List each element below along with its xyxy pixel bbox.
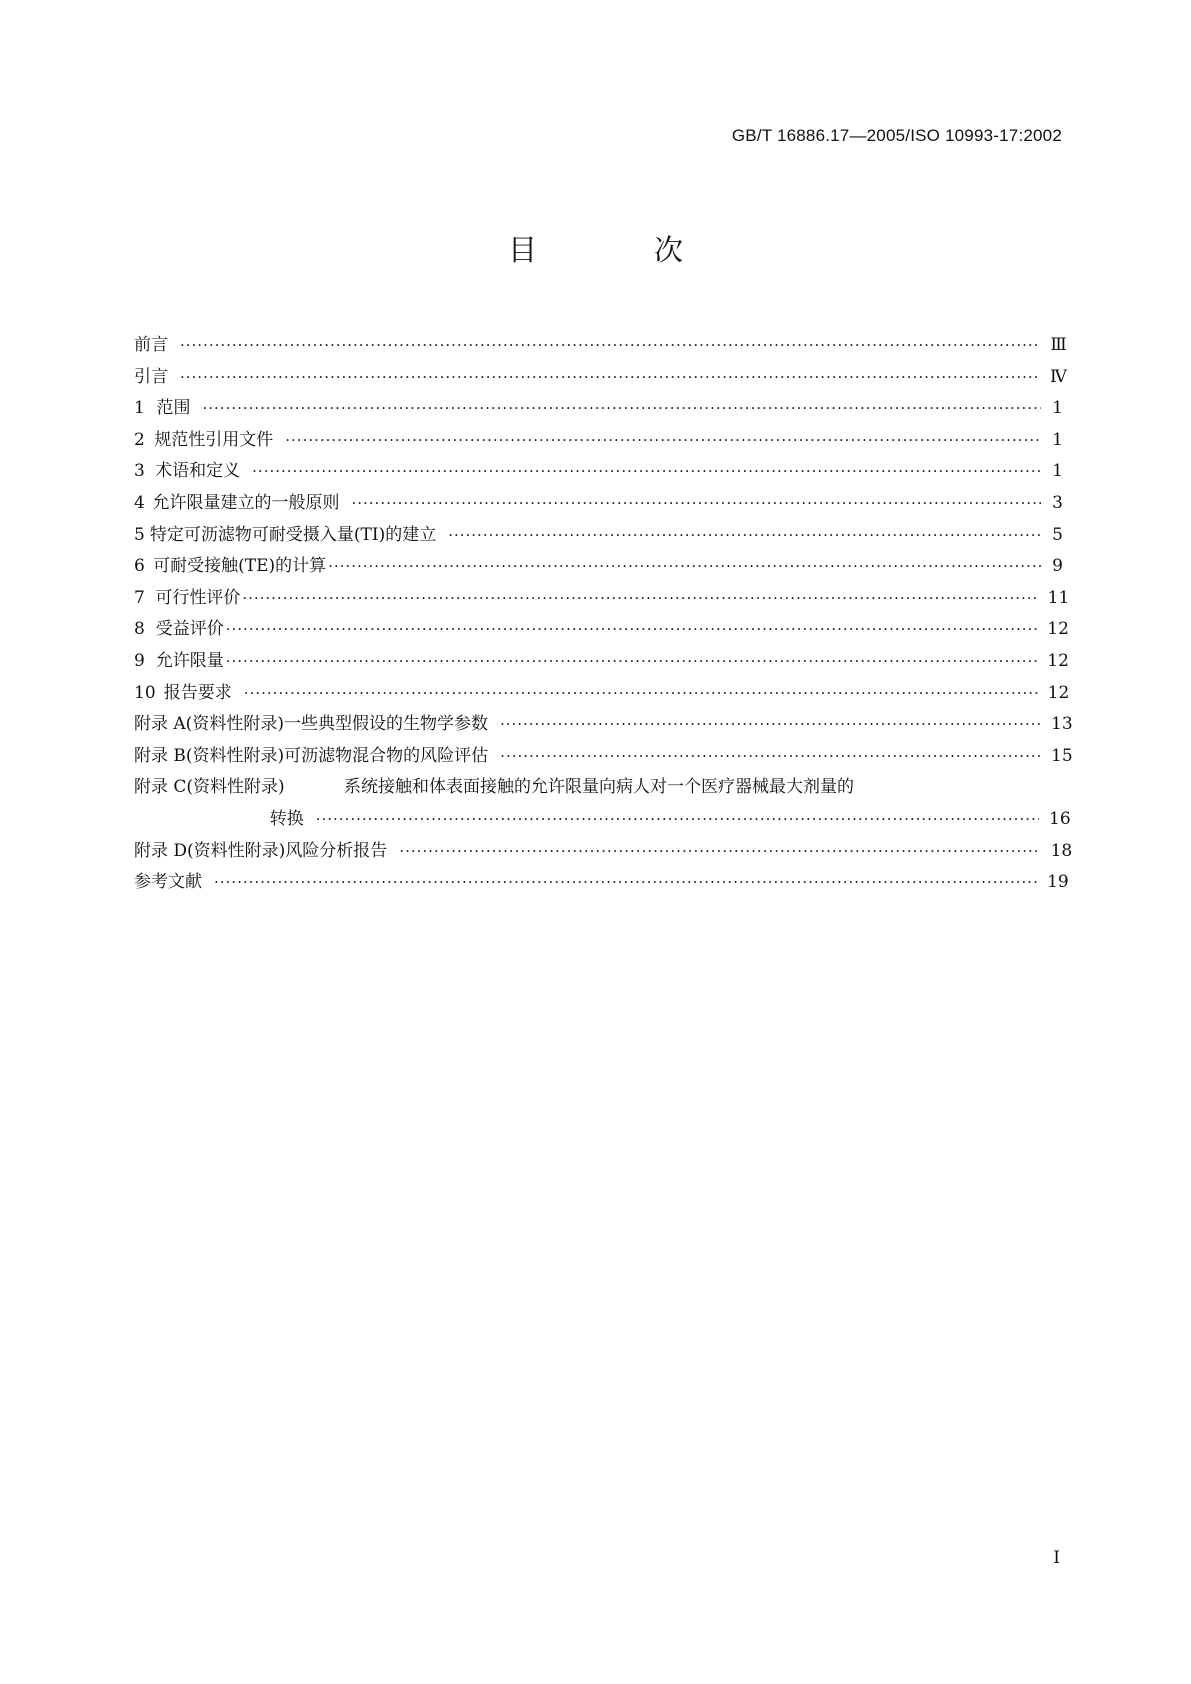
annex-prefix: 附录 B(资料性附录) bbox=[134, 745, 285, 766]
toc-entry-annex-c-continued[interactable] bbox=[134, 804, 1071, 836]
toc-entry-page: 3 bbox=[1052, 492, 1063, 513]
toc-entry-label: 受益评价 bbox=[155, 619, 224, 640]
toc-entry-label: 风险分析报告 bbox=[285, 840, 388, 861]
dot-leader bbox=[242, 589, 1037, 607]
dot-leader bbox=[316, 810, 1039, 828]
toc-entry-bibliography[interactable] bbox=[134, 867, 1069, 899]
toc-entry-number: 8 bbox=[134, 619, 145, 640]
toc-entry-number: 10 bbox=[134, 682, 156, 703]
toc-entry-number: 1 bbox=[134, 398, 145, 419]
toc-entry-2[interactable] bbox=[134, 425, 1063, 457]
toc-entry-number: 2 bbox=[134, 429, 145, 450]
toc-entry-page: 13 bbox=[1051, 714, 1073, 735]
annex-prefix: 附录 C(资料性附录) bbox=[134, 777, 285, 798]
dot-leader bbox=[214, 873, 1037, 891]
toc-entry-label: 特定可沥滤物可耐受摄入量(TI)的建立 bbox=[149, 524, 437, 545]
toc-entry-label: 可沥滤物混合物的风险评估 bbox=[284, 745, 489, 766]
toc-entry-number: 3 bbox=[134, 461, 145, 482]
toc-entry-page: 19 bbox=[1047, 872, 1069, 893]
toc-entry-4[interactable] bbox=[134, 488, 1063, 520]
toc-entry-page: 1 bbox=[1052, 429, 1063, 450]
toc-title: 目 次 bbox=[507, 233, 727, 267]
toc-entry-page: 16 bbox=[1049, 808, 1071, 829]
dot-leader bbox=[180, 336, 1040, 354]
toc-entry-label: 规范性引用文件 bbox=[154, 429, 274, 450]
toc-entry-page: 12 bbox=[1047, 650, 1069, 671]
dot-leader bbox=[202, 399, 1041, 417]
toc-entry-page: 11 bbox=[1047, 587, 1070, 608]
toc-entry-annex-a[interactable] bbox=[134, 709, 1073, 741]
dot-leader bbox=[351, 494, 1041, 512]
toc-entry-foreword[interactable] bbox=[134, 330, 1067, 362]
toc-entry-label: 范围 bbox=[156, 398, 191, 419]
dot-leader bbox=[226, 620, 1038, 638]
annex-prefix: 附录 A(资料性附录) bbox=[134, 714, 284, 735]
toc-entry-page: 1 bbox=[1052, 461, 1063, 482]
toc-entry-1[interactable] bbox=[134, 393, 1063, 425]
toc-entry-label-continuation: 转换 bbox=[269, 808, 304, 829]
dot-leader bbox=[180, 368, 1040, 386]
toc-entry-number: 9 bbox=[134, 650, 145, 671]
toc-entry-label: 允许限量建立的一般原则 bbox=[152, 492, 340, 513]
toc-entry-number: 6 bbox=[134, 556, 145, 577]
toc-entry-number: 5 bbox=[134, 524, 145, 545]
toc-entry-9[interactable] bbox=[134, 646, 1069, 678]
toc-entry-label: 系统接触和体表面接触的允许限量向病人对一个医疗器械最大剂量的 bbox=[344, 777, 854, 798]
toc-entry-annex-c[interactable] bbox=[134, 772, 1063, 804]
toc-entry-label: 前言 bbox=[134, 335, 168, 355]
toc-entry-introduction[interactable] bbox=[134, 362, 1067, 394]
toc-entry-label: 报告要求 bbox=[163, 682, 232, 703]
toc-entry-annex-b[interactable] bbox=[134, 741, 1073, 773]
dot-leader bbox=[500, 715, 1041, 733]
toc-entry-label: 参考文献 bbox=[134, 872, 202, 893]
toc-entry-page: 15 bbox=[1051, 745, 1073, 766]
toc-entry-page: 12 bbox=[1047, 682, 1070, 703]
toc-entry-page: 1 bbox=[1052, 398, 1063, 419]
toc-entry-7[interactable] bbox=[134, 583, 1070, 615]
dot-leader bbox=[226, 652, 1038, 670]
annex-prefix: 附录 D(资料性附录) bbox=[134, 840, 286, 861]
toc-entry-3[interactable] bbox=[134, 456, 1063, 488]
toc-entry-page: 18 bbox=[1050, 840, 1073, 861]
toc-entry-number: 4 bbox=[134, 492, 145, 513]
toc-entry-label: 一些典型假设的生物学参数 bbox=[283, 714, 488, 735]
standard-number: GB/T 16886.17—2005/ISO 10993-17:2002 bbox=[731, 126, 1062, 145]
dot-leader bbox=[500, 747, 1041, 765]
toc-entry-8[interactable] bbox=[134, 614, 1069, 646]
toc-entry-label: 可行性评价 bbox=[155, 587, 241, 608]
toc-entry-page: 12 bbox=[1047, 619, 1069, 640]
dot-leader bbox=[328, 557, 1041, 575]
toc-entry-6[interactable] bbox=[134, 551, 1063, 583]
dot-leader bbox=[448, 526, 1041, 544]
dot-leader bbox=[285, 431, 1041, 449]
toc-entry-page: Ⅲ bbox=[1050, 335, 1067, 355]
dot-leader bbox=[252, 462, 1041, 480]
table-of-contents bbox=[134, 330, 1073, 899]
toc-entry-label: 可耐受接触(TE)的计算 bbox=[153, 556, 327, 577]
toc-entry-label: 允许限量 bbox=[155, 650, 224, 671]
page-number: I bbox=[1053, 1548, 1060, 1568]
toc-entry-5[interactable] bbox=[134, 520, 1063, 552]
dot-leader bbox=[244, 684, 1038, 702]
toc-entry-page: Ⅳ bbox=[1049, 366, 1067, 387]
toc-entry-label: 引言 bbox=[134, 366, 168, 387]
toc-entry-label: 术语和定义 bbox=[155, 461, 241, 482]
toc-entry-number: 7 bbox=[134, 587, 145, 608]
toc-entry-page: 5 bbox=[1052, 524, 1063, 545]
toc-entry-10[interactable] bbox=[134, 678, 1070, 710]
dot-leader bbox=[399, 842, 1040, 860]
toc-entry-page: 9 bbox=[1052, 556, 1063, 577]
toc-entry-annex-d[interactable] bbox=[134, 836, 1073, 868]
